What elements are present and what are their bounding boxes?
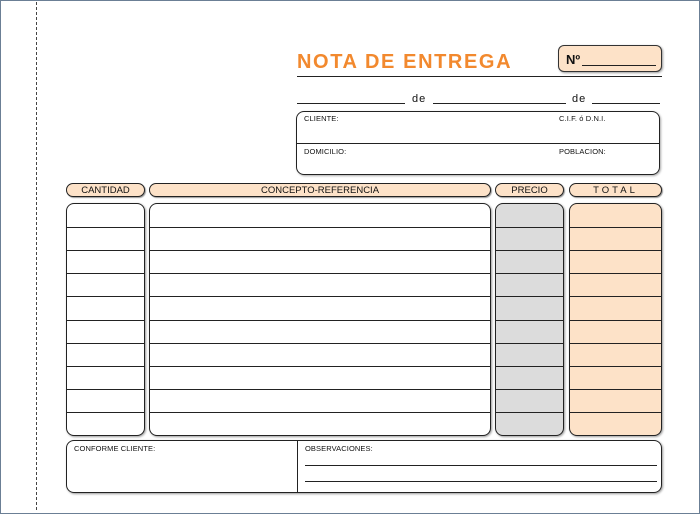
table-row-line [67,296,144,297]
table-row-line [150,273,490,274]
table-row-line [150,389,490,390]
table-row-line [67,273,144,274]
poblacion-label: POBLACION: [559,147,606,156]
table-row-line [496,273,563,274]
table-row-line [496,250,563,251]
table-row-line [67,343,144,344]
table-row-line [67,227,144,228]
document-title: NOTA DE ENTREGA [297,51,513,73]
column-total[interactable] [569,203,662,436]
date-year-field[interactable] [592,103,660,104]
table-row-line [67,412,144,413]
table-row-line [496,343,563,344]
table-row-line [496,296,563,297]
table-row-line [570,366,661,367]
observaciones-label: OBSERVACIONES: [305,444,373,453]
table-row-line [67,250,144,251]
perforation-line [36,2,37,510]
column-precio[interactable] [495,203,564,436]
client-divider [297,143,659,144]
observaciones-line-2[interactable] [305,481,657,482]
table-row-line [150,296,490,297]
table-row-line [570,343,661,344]
table-row-line [570,296,661,297]
table-row-line [570,227,661,228]
header-total: TOTAL [569,183,662,197]
table-row-line [150,412,490,413]
observaciones-line-1[interactable] [305,465,657,466]
header-concepto: CONCEPTO-REFERENCIA [149,183,491,197]
table-row-line [570,320,661,321]
numero-label: Nº [566,52,581,67]
column-concepto[interactable] [149,203,491,436]
date-de-2: de [572,93,587,105]
date-day-field[interactable] [297,103,405,104]
table-row-line [496,320,563,321]
table-row-line [570,389,661,390]
cliente-label: CLIENTE: [304,114,339,123]
table-row-line [150,320,490,321]
table-row-line [67,389,144,390]
domicilio-label: DOMICILIO: [304,147,347,156]
table-row-line [570,412,661,413]
date-month-field[interactable] [433,103,566,104]
conforme-cliente-label: CONFORME CLIENTE: [74,444,156,453]
footer-divider [297,441,298,492]
table-row-line [570,250,661,251]
table-row-line [570,273,661,274]
numero-field[interactable] [582,65,656,66]
date-de-1: de [412,93,427,105]
footer-box [66,440,662,493]
cif-label: C.I.F. ó D.N.I. [559,114,606,123]
client-box [296,111,660,175]
column-cantidad[interactable] [66,203,145,436]
table-row-line [496,412,563,413]
header-precio: PRECIO [495,183,564,197]
table-row-line [496,227,563,228]
table-row-line [150,343,490,344]
header-cantidad: CANTIDAD [66,183,145,197]
title-rule [297,76,662,77]
table-row-line [496,366,563,367]
table-row-line [496,389,563,390]
table-row-line [150,227,490,228]
table-row-line [150,366,490,367]
table-row-line [67,320,144,321]
table-row-line [67,366,144,367]
numero-box [558,45,662,72]
table-row-line [150,250,490,251]
